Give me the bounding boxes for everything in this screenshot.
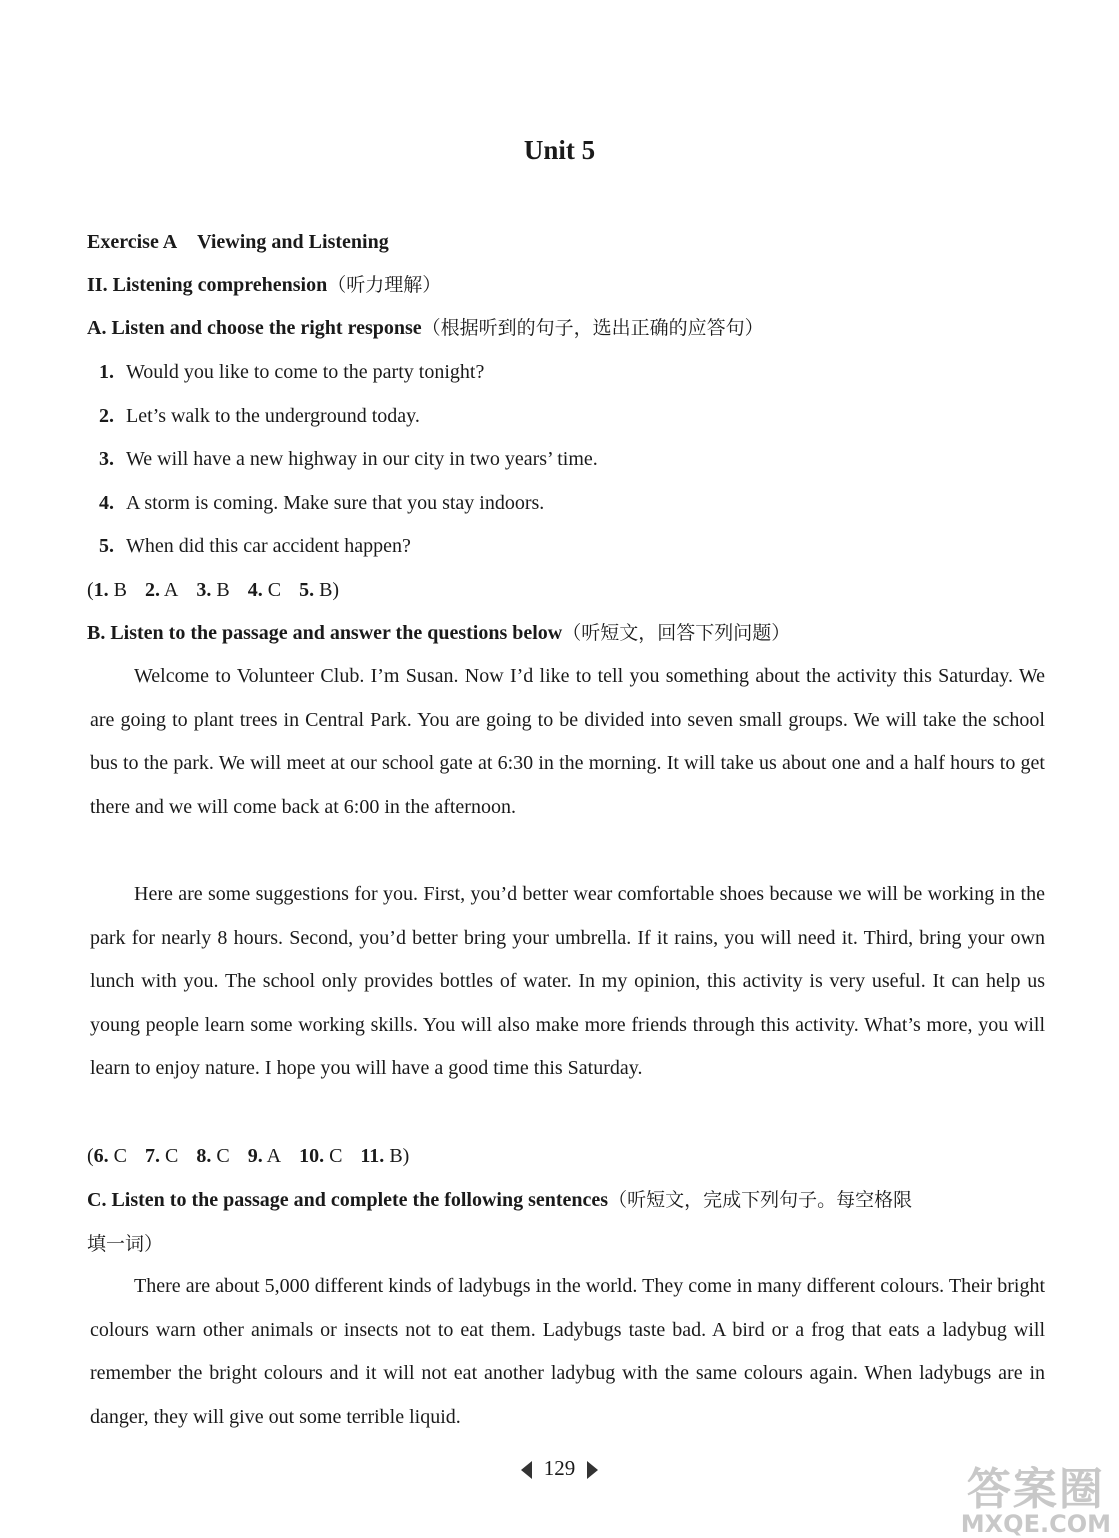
answer-item xyxy=(196,1145,229,1167)
list-item xyxy=(99,358,484,386)
item-number: 1. xyxy=(99,361,114,383)
triangle-left-icon xyxy=(521,1461,532,1479)
answer-number: 3. xyxy=(196,579,212,601)
answer-item xyxy=(145,1145,178,1167)
watermark-text: 答案圈 xyxy=(966,1464,1105,1515)
answer-number: 1. xyxy=(93,579,109,601)
answer-letter: B xyxy=(113,579,128,601)
answer-letter: A xyxy=(266,1145,282,1167)
item-text: We will have a new highway in our city in two years’ time. xyxy=(126,448,598,470)
part-a-label: A. Listen and choose the right response xyxy=(87,317,422,339)
section-label: II. Listening comprehension xyxy=(87,274,328,296)
section-label-zh: （听力理解） xyxy=(327,274,442,296)
watermark-logo xyxy=(960,1464,1111,1538)
answer-number: 10. xyxy=(299,1145,325,1167)
paren-open: ( xyxy=(87,1145,94,1167)
answer-number: 11. xyxy=(360,1145,385,1167)
answer-letter: C xyxy=(165,1145,179,1167)
part-b-heading xyxy=(87,619,790,647)
part-c-heading xyxy=(87,1186,912,1214)
answer-letter: A xyxy=(163,579,179,601)
answer-item xyxy=(248,1145,281,1167)
list-item xyxy=(99,489,544,517)
answer-number: 5. xyxy=(299,579,315,601)
answers-b xyxy=(87,1142,409,1170)
part-a-heading xyxy=(87,314,764,342)
answer-item xyxy=(94,1145,127,1167)
answer-item xyxy=(145,579,178,601)
answer-item xyxy=(360,1145,402,1167)
page-title: Unit 5 xyxy=(523,135,596,165)
answer-item xyxy=(248,579,281,601)
part-b-label: B. Listen to the passage and answer the questions below xyxy=(87,622,563,644)
item-number: 5. xyxy=(99,535,114,557)
answer-letter: C xyxy=(329,1145,343,1167)
passage-paragraph: Here are some suggestions for you. First, you’d better wear comfortable shoes because we will be working in the park for nearly 8 hours. Second, you’d better bring your umbrella. If it rains, you will need it. Third, bring your own lunch with you. The school only provides bottles of water. In my opinion, this activity is very useful. It can help us young people learn some working skills. You will also make more friends through this activity. What’s more, you will learn to enjoy nature. I hope you will have a good time this Saturday. xyxy=(90,883,1045,1080)
answer-item xyxy=(299,1145,342,1167)
answer-number: 2. xyxy=(145,579,161,601)
answer-number: 6. xyxy=(93,1145,109,1167)
exercise-heading: Exercise A Viewing and Listening xyxy=(87,231,389,253)
paren-open: ( xyxy=(87,579,94,601)
answer-letter: C xyxy=(267,579,282,601)
page-number: 129 xyxy=(543,1456,576,1480)
passage-paragraph: Welcome to Volunteer Club. I’m Susan. Now I’d like to tell you something about the activity this Saturday. We are going to plant trees in Central Park. You are going to be divided into seven small groups. We will take the school bus to the park. We will meet at our school gate at 6:30 in the morning. It will take us about one and a half hours to get there and we will come back at 6:00 in the afternoon. xyxy=(90,665,1045,818)
item-text: When did this car accident happen? xyxy=(126,535,411,557)
answer-letter: B xyxy=(319,579,333,601)
watermark-domain: MXQE.COM xyxy=(960,1510,1111,1538)
item-number: 4. xyxy=(99,492,114,514)
answer-item xyxy=(196,579,229,601)
part-a-label-zh: （根据听到的句子，选出正确的应答句） xyxy=(421,317,764,339)
answer-number: 7. xyxy=(145,1145,161,1167)
answer-letter: C xyxy=(216,1145,230,1167)
item-text: Let’s walk to the underground today. xyxy=(126,405,420,427)
answer-number: 4. xyxy=(247,579,263,601)
list-item xyxy=(99,402,420,430)
part-b-label-zh: （听短文，回答下列问题） xyxy=(562,622,791,644)
paren-close: ) xyxy=(402,1145,410,1167)
page-footer xyxy=(0,1456,1119,1481)
answer-letter: B xyxy=(216,579,230,601)
answer-letter: C xyxy=(113,1145,128,1167)
answer-number: 8. xyxy=(196,1145,212,1167)
paren-close: ) xyxy=(332,579,340,601)
triangle-right-icon xyxy=(587,1461,598,1479)
item-text: A storm is coming. Make sure that you stay indoors. xyxy=(126,492,545,514)
part-c-label-zh-cont: 填一词） xyxy=(87,1233,164,1255)
item-number: 3. xyxy=(99,448,114,470)
answer-item xyxy=(94,579,127,601)
part-c-label-zh: （听短文，完成下列句子。每空格限 xyxy=(608,1189,913,1211)
list-item xyxy=(99,532,411,560)
passage-paragraph: There are about 5,000 different kinds of ladybugs in the world. They come in many different colours. Their bright colours warn other animals or insects not to eat them. Ladybugs taste bad. A bird or a frog that eats a ladybug will remember the bright colours and it will not eat another ladybug with the same colours again. When ladybugs are in danger, they will give out some terrible liquid. xyxy=(90,1275,1045,1428)
answers-a xyxy=(87,576,339,604)
answer-letter: B xyxy=(389,1145,403,1167)
answer-number: 9. xyxy=(247,1145,263,1167)
item-text: Would you like to come to the party tonight? xyxy=(126,361,485,383)
list-item xyxy=(99,445,598,473)
item-number: 2. xyxy=(99,405,114,427)
section-heading xyxy=(87,271,441,299)
answer-item xyxy=(299,579,332,601)
part-c-label: C. Listen to the passage and complete the following sentences xyxy=(87,1189,609,1211)
